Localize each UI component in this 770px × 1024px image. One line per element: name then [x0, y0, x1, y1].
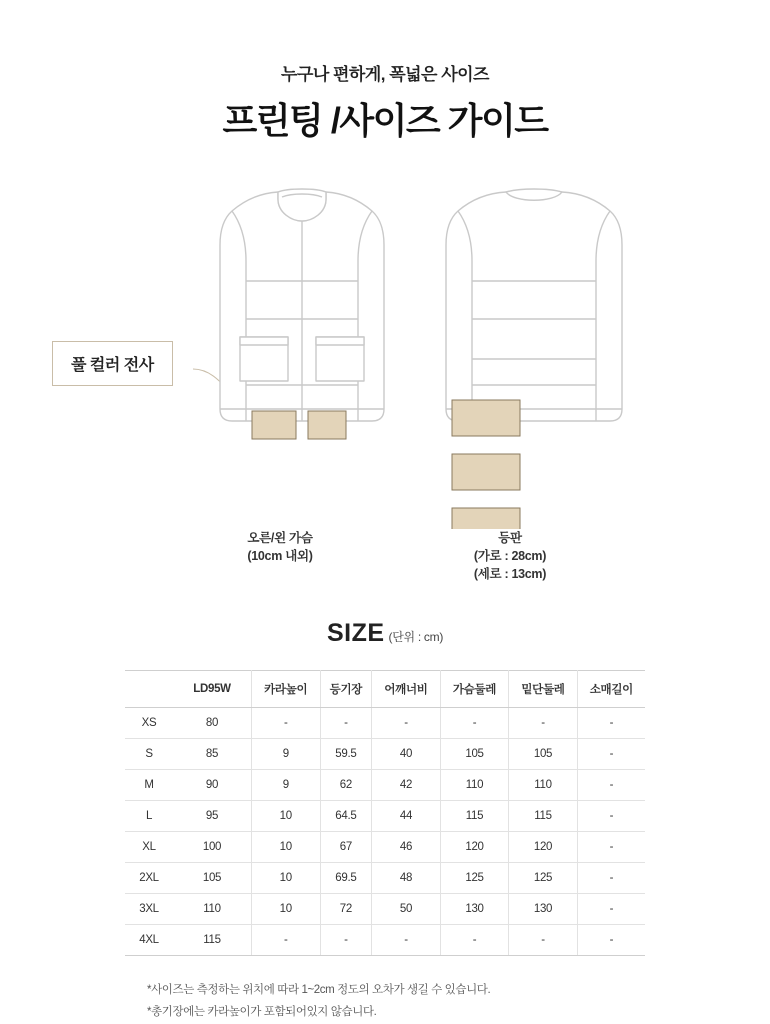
- cell: 115: [509, 801, 578, 832]
- size-table-wrapper: [125, 670, 645, 956]
- row-label: L: [125, 801, 173, 832]
- cell: -: [509, 708, 578, 739]
- cell: 125: [509, 863, 578, 894]
- table-row: [125, 770, 645, 801]
- garment-illustration: [0, 169, 770, 529]
- cell: 110: [173, 894, 252, 925]
- cell: 64.5: [320, 801, 372, 832]
- cell: 130: [440, 894, 509, 925]
- cell: -: [440, 925, 509, 956]
- row-label: 4XL: [125, 925, 173, 956]
- cell: 46: [372, 832, 441, 863]
- cell: -: [577, 863, 645, 894]
- cell: -: [577, 770, 645, 801]
- cell: 105: [440, 739, 509, 770]
- cell: 90: [173, 770, 252, 801]
- row-label: XL: [125, 832, 173, 863]
- cell: -: [509, 925, 578, 956]
- cell: 9: [252, 739, 321, 770]
- caption-front-line2: (10cm 내외): [247, 549, 313, 564]
- row-label: 2XL: [125, 863, 173, 894]
- cell: -: [440, 708, 509, 739]
- table-row: [125, 925, 645, 956]
- th-2: 카라높이: [252, 671, 321, 708]
- cell: 110: [440, 770, 509, 801]
- cell: 59.5: [320, 739, 372, 770]
- size-table: [125, 670, 645, 956]
- size-heading-unit: (단위 : cm): [388, 630, 444, 644]
- caption-back-line2: (가로 : 28cm): [473, 549, 547, 564]
- th-7: 소매길이: [577, 671, 645, 708]
- vest-drawings: [0, 169, 770, 529]
- table-row: [125, 708, 645, 739]
- cell: 115: [173, 925, 252, 956]
- cell: -: [577, 708, 645, 739]
- cell: -: [372, 925, 441, 956]
- caption-front: [205, 529, 355, 565]
- size-table-head: [125, 671, 645, 708]
- vest-front: [220, 189, 384, 421]
- row-label: XS: [125, 708, 173, 739]
- print-areas: [252, 400, 520, 529]
- cell: 10: [252, 832, 321, 863]
- th-5: 가슴둘레: [440, 671, 509, 708]
- size-heading-word: SIZE: [326, 619, 385, 647]
- cell: -: [320, 708, 372, 739]
- th-4: 어깨너비: [372, 671, 441, 708]
- page-subtitle: 누구나 편하게, 폭넓은 사이즈: [281, 65, 489, 84]
- note-line-2: *총기장에는 카라높이가 포함되어있지 않습니다.: [147, 1005, 377, 1018]
- cell: -: [577, 925, 645, 956]
- cell: 44: [372, 801, 441, 832]
- cell: -: [252, 925, 321, 956]
- table-row: [125, 863, 645, 894]
- th-1: LD95W: [173, 671, 252, 708]
- size-notes: [125, 980, 645, 1024]
- cell: -: [577, 801, 645, 832]
- cell: 9: [252, 770, 321, 801]
- caption-front-line1: 오른/왼 가슴: [247, 531, 313, 545]
- cell: 10: [252, 863, 321, 894]
- cell: 42: [372, 770, 441, 801]
- cell: 100: [173, 832, 252, 863]
- cell: -: [577, 739, 645, 770]
- cell: 50: [372, 894, 441, 925]
- table-row: [125, 739, 645, 770]
- row-label: S: [125, 739, 173, 770]
- cell: 120: [440, 832, 509, 863]
- vest-back: [446, 189, 622, 421]
- page-header: [0, 0, 770, 144]
- cell: 125: [440, 863, 509, 894]
- cell: 10: [252, 894, 321, 925]
- page-title: 프린팅 /사이즈 가이드: [222, 100, 548, 141]
- cell: 120: [509, 832, 578, 863]
- cell: -: [320, 925, 372, 956]
- th-0: [125, 671, 173, 708]
- cell: 105: [509, 739, 578, 770]
- cell: 80: [173, 708, 252, 739]
- cell: 130: [509, 894, 578, 925]
- caption-back-line1: 등판: [498, 531, 522, 545]
- cell: 95: [173, 801, 252, 832]
- cell: 40: [372, 739, 441, 770]
- cell: 48: [372, 863, 441, 894]
- cell: 62: [320, 770, 372, 801]
- callout-label: 풀 컬러 전사: [71, 357, 154, 374]
- th-3: 등기장: [320, 671, 372, 708]
- row-label: M: [125, 770, 173, 801]
- caption-back: [425, 529, 595, 583]
- table-row: [125, 801, 645, 832]
- row-label: 3XL: [125, 894, 173, 925]
- cell: -: [252, 708, 321, 739]
- cell: 69.5: [320, 863, 372, 894]
- cell: 85: [173, 739, 252, 770]
- cell: 105: [173, 863, 252, 894]
- size-section-heading: [0, 619, 770, 648]
- table-row: [125, 894, 645, 925]
- cell: -: [372, 708, 441, 739]
- caption-back-line3: (세로 : 13cm): [473, 567, 547, 582]
- cell: -: [577, 894, 645, 925]
- size-table-body: [125, 708, 645, 956]
- cell: 67: [320, 832, 372, 863]
- cell: 115: [440, 801, 509, 832]
- th-6: 밑단둘레: [509, 671, 578, 708]
- cell: -: [577, 832, 645, 863]
- note-line-1: *사이즈는 측정하는 위치에 따라 1~2cm 정도의 오차가 생길 수 있습니다.: [147, 984, 491, 996]
- cell: 72: [320, 894, 372, 925]
- table-header-row: [125, 671, 645, 708]
- cell: 10: [252, 801, 321, 832]
- cell: 110: [509, 770, 578, 801]
- table-row: [125, 832, 645, 863]
- illustration-captions: [0, 529, 770, 599]
